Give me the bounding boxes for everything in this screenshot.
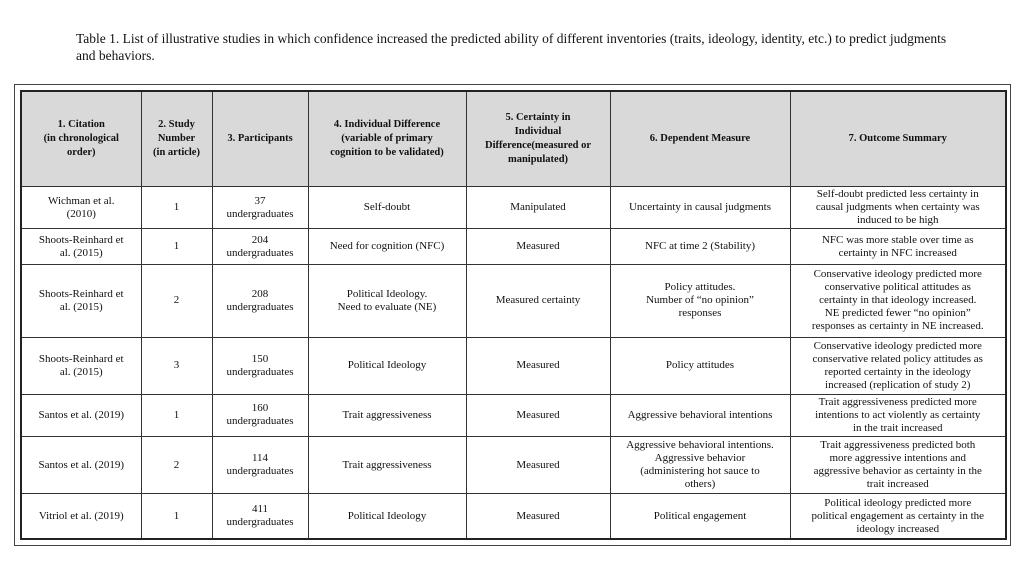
cell-line: NFC at time 2 (Stability): [645, 240, 755, 253]
cell-line: undergraduates: [226, 365, 294, 378]
cell-line: conservative related policy attitudes as: [812, 352, 983, 365]
cell-line: Measured: [516, 458, 560, 471]
cell-line: Political Ideology: [347, 509, 427, 522]
cell-outcome-summary: [790, 437, 1006, 494]
table-row: [21, 265, 1006, 337]
cell-line: (administering hot sauce to: [640, 465, 760, 478]
cell-study-number: 1: [141, 494, 212, 539]
cell-individual-difference: [308, 437, 466, 494]
cell-line: undergraduates: [226, 246, 294, 259]
cell-outcome-summary: [790, 337, 1006, 394]
cell-certainty: [466, 229, 610, 265]
cell-line: 150: [251, 352, 269, 365]
cell-line: Policy attitudes: [665, 359, 735, 372]
cell-line: trait increased: [866, 478, 929, 491]
cell-line: 160: [251, 402, 269, 415]
cell-line: Political Ideology.: [346, 287, 428, 300]
table-row: [21, 394, 1006, 436]
column-header-line: cognition to be validated): [330, 147, 444, 158]
column-header-citation: [21, 91, 141, 187]
cell-study-number: 2: [141, 437, 212, 494]
cell-citation: [21, 494, 141, 539]
cell-study-number: 3: [141, 337, 212, 394]
column-header-study-number: [141, 91, 212, 187]
cell-line: undergraduates: [226, 415, 294, 428]
cell-line: Self-doubt predicted less certainty in: [816, 188, 979, 201]
column-header-dependent-measure: [610, 91, 790, 187]
column-header-line: 2. Study: [158, 119, 195, 130]
cell-line: (2010): [66, 207, 96, 220]
cell-dependent-measure: [610, 187, 790, 229]
cell-outcome-summary: [790, 394, 1006, 436]
cell-dependent-measure: [610, 265, 790, 337]
cell-line: Santos et al. (2019): [38, 408, 125, 421]
studies-table: [20, 90, 1007, 540]
cell-certainty: [466, 265, 610, 337]
cell-line: 204: [251, 233, 269, 246]
cell-line: Political ideology predicted more: [824, 496, 972, 509]
cell-individual-difference: [308, 265, 466, 337]
cell-outcome-summary: [790, 494, 1006, 539]
cell-study-number: 2: [141, 265, 212, 337]
cell-line: Manipulated: [510, 201, 566, 214]
cell-line: Vitriol et al. (2019): [38, 509, 124, 522]
cell-line: Shoots-Reinhard et: [38, 287, 124, 300]
cell-citation: [21, 265, 141, 337]
cell-dependent-measure: [610, 394, 790, 436]
cell-line: aggressive behavior as certainty in the: [813, 465, 982, 478]
column-header-line: Number: [157, 133, 196, 144]
cell-participants: [212, 229, 308, 265]
cell-individual-difference: [308, 229, 466, 265]
cell-line: Shoots-Reinhard et: [38, 233, 124, 246]
cell-line: undergraduates: [226, 465, 294, 478]
cell-study-number: 1: [141, 394, 212, 436]
cell-line: Political engagement: [653, 509, 747, 522]
table-frame: [14, 84, 1011, 546]
column-header-line: (in article): [153, 147, 200, 158]
cell-line: undergraduates: [226, 300, 294, 313]
cell-line: Trait aggressiveness: [342, 408, 432, 421]
cell-line: certainty in NFC increased: [838, 246, 957, 259]
cell-certainty: [466, 437, 610, 494]
cell-line: responses as certainty in NE increased.: [811, 320, 984, 333]
column-header-line: manipulated): [507, 154, 569, 165]
cell-line: responses: [678, 307, 722, 320]
cell-line: Conservative ideology predicted more: [813, 268, 982, 281]
cell-line: ideology increased: [856, 522, 940, 535]
cell-line: Measured: [516, 359, 560, 372]
cell-outcome-summary: [790, 187, 1006, 229]
column-header-line: (in chronological: [43, 133, 119, 144]
cell-outcome-summary: [790, 229, 1006, 265]
cell-line: NE predicted fewer “no opinion”: [824, 307, 971, 320]
cell-line: al. (2015): [59, 300, 103, 313]
cell-line: Aggressive behavioral intentions.: [626, 439, 774, 452]
cell-line: Uncertainty in causal judgments: [628, 201, 772, 214]
cell-line: 114: [251, 452, 269, 465]
cell-line: conservative political attitudes as: [824, 281, 971, 294]
cell-line: in the trait increased: [853, 421, 943, 434]
cell-line: al. (2015): [59, 365, 103, 378]
column-header-individual-difference: [308, 91, 466, 187]
cell-line: 208: [251, 287, 269, 300]
column-header-line: (variable of primary: [341, 133, 433, 144]
cell-line: induced to be high: [856, 214, 939, 227]
cell-line: Political Ideology: [347, 359, 427, 372]
column-header-outcome-summary: [790, 91, 1006, 187]
column-header-certainty: [466, 91, 610, 187]
cell-line: Measured: [516, 240, 560, 253]
column-header-line: 5. Certainty in: [505, 112, 571, 123]
cell-line: Aggressive behavior: [654, 452, 746, 465]
cell-outcome-summary: [790, 265, 1006, 337]
table-row: [21, 494, 1006, 539]
cell-line: NFC was more stable over time as: [821, 233, 974, 246]
cell-citation: [21, 229, 141, 265]
table-header-row: [21, 91, 1006, 187]
table-row: [21, 437, 1006, 494]
cell-line: others): [684, 478, 716, 491]
cell-line: intentions to act violently as certainty: [815, 408, 981, 421]
cell-line: more aggressive intentions and: [829, 452, 967, 465]
cell-line: increased (replication of study 2): [825, 378, 971, 391]
cell-line: Trait aggressiveness predicted both: [820, 439, 976, 452]
cell-citation: [21, 337, 141, 394]
cell-line: certainty in that ideology increased.: [819, 294, 977, 307]
table-row: [21, 229, 1006, 265]
column-header-line: 1. Citation: [57, 119, 105, 130]
table-body: [21, 187, 1006, 540]
cell-certainty: [466, 187, 610, 229]
column-header-line: Difference(measured or: [484, 140, 592, 151]
cell-line: Trait aggressiveness: [342, 458, 432, 471]
cell-line: Self-doubt: [363, 201, 411, 214]
cell-individual-difference: [308, 337, 466, 394]
cell-study-number: 1: [141, 187, 212, 229]
cell-line: Measured certainty: [495, 294, 581, 307]
cell-line: 37: [254, 194, 266, 207]
cell-citation: [21, 394, 141, 436]
cell-participants: [212, 265, 308, 337]
cell-line: political engagement as certainty in the: [811, 509, 985, 522]
cell-line: causal judgments when certainty was: [815, 201, 980, 214]
cell-participants: [212, 394, 308, 436]
cell-line: Aggressive behavioral intentions: [627, 408, 773, 421]
cell-line: Measured: [516, 509, 560, 522]
column-header-participants: [212, 91, 308, 187]
column-header-line: 4. Individual Difference: [333, 119, 441, 130]
table-caption: Table 1. List of illustrative studies in which confidence increased the predicted ability of different inventories (traits, ideology, identity, etc.) to predict judgments and behaviors.: [76, 31, 947, 63]
cell-line: Need to evaluate (NE): [337, 300, 437, 313]
cell-line: Number of “no opinion”: [646, 294, 754, 307]
cell-participants: [212, 187, 308, 229]
cell-line: Conservative ideology predicted more: [813, 339, 982, 352]
cell-individual-difference: [308, 494, 466, 539]
column-header-line: 3. Participants: [227, 133, 293, 144]
table-row: [21, 187, 1006, 229]
cell-certainty: [466, 394, 610, 436]
cell-line: undergraduates: [226, 207, 294, 220]
cell-citation: [21, 187, 141, 229]
cell-line: Need for cognition (NFC): [329, 240, 445, 253]
cell-certainty: [466, 494, 610, 539]
cell-line: Shoots-Reinhard et: [38, 352, 124, 365]
column-header-line: order): [66, 147, 96, 158]
cell-certainty: [466, 337, 610, 394]
cell-dependent-measure: [610, 229, 790, 265]
cell-line: Wichman et al.: [48, 194, 115, 207]
column-header-line: 6. Dependent Measure: [649, 133, 751, 144]
cell-line: Policy attitudes.: [664, 281, 736, 294]
cell-individual-difference: [308, 187, 466, 229]
cell-line: 411: [251, 503, 269, 516]
cell-individual-difference: [308, 394, 466, 436]
cell-citation: [21, 437, 141, 494]
cell-study-number: 1: [141, 229, 212, 265]
cell-participants: [212, 494, 308, 539]
cell-dependent-measure: [610, 337, 790, 394]
column-header-line: Individual: [514, 126, 562, 137]
cell-line: Trait aggressiveness predicted more: [818, 395, 977, 408]
cell-line: al. (2015): [59, 246, 103, 259]
cell-line: undergraduates: [226, 516, 294, 529]
cell-dependent-measure: [610, 437, 790, 494]
cell-line: Santos et al. (2019): [38, 458, 125, 471]
cell-line: reported certainty in the ideology: [824, 365, 972, 378]
column-header-line: 7. Outcome Summary: [848, 133, 947, 144]
cell-dependent-measure: [610, 494, 790, 539]
table-row: [21, 337, 1006, 394]
cell-line: Measured: [516, 408, 560, 421]
cell-participants: [212, 337, 308, 394]
cell-participants: [212, 437, 308, 494]
